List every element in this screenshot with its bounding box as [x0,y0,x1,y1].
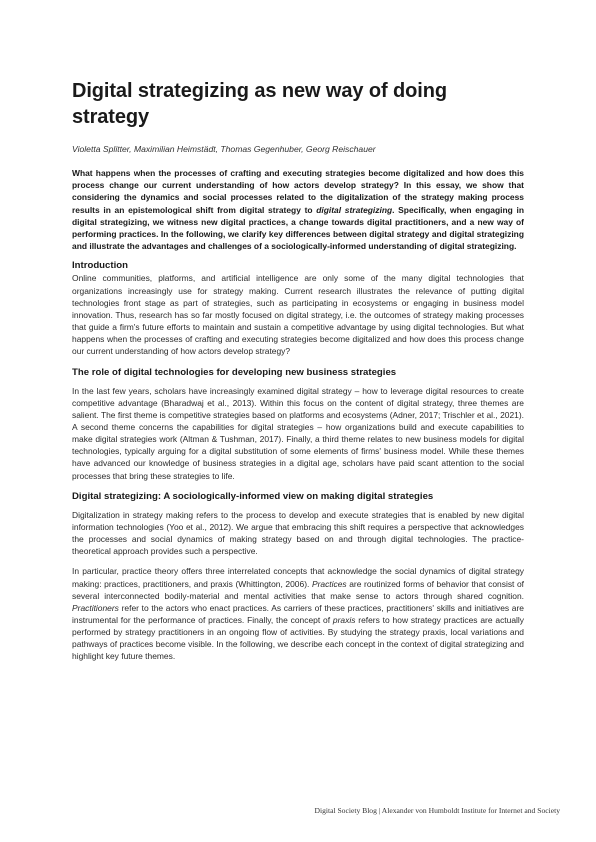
term-practitioners: Practitioners [72,602,119,613]
abstract-emphasis: digital strategizing [316,204,393,215]
section-heading-digital-strategizing: Digital strategizing: A sociologically-informed view on making digital strategies [72,490,434,502]
abstract-text-2: . Specifically, when engaging in digital strategizing, we witness new digital practices, a change towards digital practitioners, and a new way of performing practices. In the following, we clarify key differences between digital strategy and digital strategizing and illustrate the advantages and challenges of a sociologically-informed understanding of digital strategizing. [72,204,524,252]
page-footer: Digital Society Blog | Alexander von Humboldt Institute for Internet and Society [314,806,560,815]
introduction-paragraph: Online communities, platforms, and artificial intelligence are only some of the many digital technologies that organizations increasingly use for strategy making. Current research illustrates the relevance of putting digital technologies front stage as part of strategies, such as participating in ecosystems or engaging in business model innovation. Thus, research has so far mostly focused on digital strategy, i.e. the outcomes of strategy making processes that guide a firm's future efforts to maintain and sustain a competitive advantage by using digital technologies. But what happens when the processes of crafting and executing strategies become digitalized and how does this process change our current understanding of how actors develop strategy? [72,273,524,357]
article-title: Digital strategizing as new way of doing strategy [72,80,447,128]
p2-text-c: are routinized forms of behavior that consist of several interconnected bodily-material and mental activities that make sense to actors through shared cognition. [72,578,525,601]
term-praxis: praxis [332,615,356,626]
section-heading-introduction: Introduction [72,260,128,272]
p2-text-a: In particular, practice theory offers three interrelated concepts that acknowledge the social dynamics of digital strategy making: practices, practitioners, and praxis (Whittington, 2006). [72,566,524,589]
strategizing-paragraph-2 [72,565,524,662]
article [72,78,524,663]
abstract [72,167,524,252]
p2-text-e: refer to the actors who enact practices. As carriers of these practices, practitioners' skills and initiatives are instrumental for the performance of practices. Finally, the concept of [72,602,524,626]
section-heading-role: The role of digital technologies for developing new business strategies [72,366,397,378]
strategizing-paragraph-1: Digitalization in strategy making refers to the process to develop and execute strategies that is enabled by new digital information technologies (Yoo et al., 2012). We argue that embracing this shift requires a perspective that acknowledges the processes and social dynamics of making strategy based on and through digital technologies. The practice-theoretical approach provides such a perspective. [72,509,524,557]
term-practices: Practices [311,578,347,589]
author-list: Violetta Splitter, Maximilian Heimstädt, Thomas Gegenhuber, Georg Reischauer [72,144,376,154]
abstract-text-1: What happens when the processes of crafting and executing strategies become digitalized and how does this process change our current understanding of how actors develop strategy? In this essay, we show that considering the dynamics and social processes related to the digitalization of the strategy making process results in an epistemological shift from digital strategy to [72,168,524,215]
role-paragraph: In the last few years, scholars have increasingly examined digital strategy – how to leverage digital resources to create competitive advantage (Bharadwaj et al., 2013). Within this focus on the content of digital strategy, three themes are salient. The first theme is competitive strategies based on platforms and ecosystems (Adner, 2017; Trischler et al., 2021). A second theme concerns the capabilities for digital strategies – how organizations build and execute capabilities to make digital strategies work (Altman & Tushman, 2017). Finally, a third theme relates to new business models for digital technologies, typically arguing for a digital substitution of some elements of firms' business model. While these themes have advanced our knowledge of business strategies in a digital age, scholars have paid scant attention to the social processes that bring these strategies to life. [72,385,524,481]
p2-text-g: refers to how strategy practices are actually performed by strategy practitioners in an ongoing flow of activities. By studying the strategy praxis, local variations and pathways of practices become visible. In the following, we describe each concept in the context of digital strategizing and highlight key future themes. [72,615,524,662]
